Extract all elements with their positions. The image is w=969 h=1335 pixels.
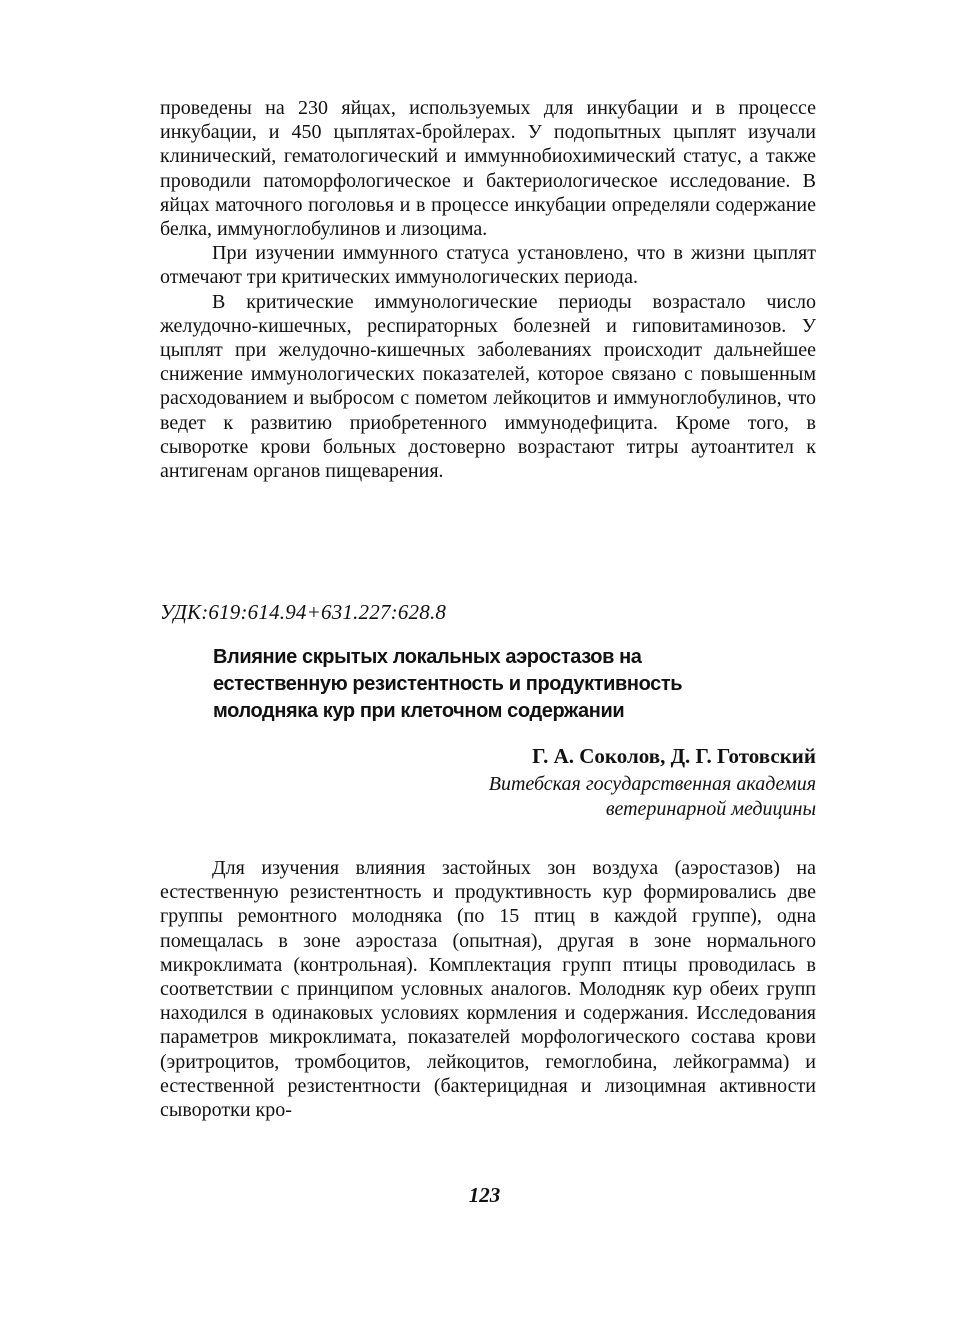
article-title: Влияние скрытых локальных аэростазов на естественную резистентность и продуктивность молодняка кур при клеточном содержании [213, 646, 683, 722]
paragraph-continued: проведены на 230 яйцах, используемых для инкубации и в процессе инкубации, и 450 цыплятах-бройлерах. У подопытных цыплят изучали клинический, гематологический и иммуннобиохимический статус, а также проводили патоморфологическое и бактериологическое исследование. В яйцах маточного поголовья и в процессе инкубации определяли содержание белка, иммуноглобулинов и лизоцима. [160, 97, 816, 241]
udk-code: УДК:619:614.94+631.227:628.8 [160, 600, 447, 624]
page-number: 123 [468, 1183, 501, 1207]
author-affiliation: Витебская государственная академия ветеринарной медицины [488, 773, 816, 820]
article-body [160, 856, 816, 1122]
paragraph-critical-periods: В критические иммунологические периоды возрастало число желудочно-кишечных, респираторных болезней и гиповитаминозов. У цыплят при желудочно-кишечных заболеваниях происходит дальнейшее снижение иммунологических показателей, которое связано с повышенным расходованием и выбросом с пометом лейкоцитов и иммуноглобулинов, что ведет к развитию приобретенного иммунодефицита. Кроме того, в сыворотке крови больных достоверно возрастают титры аутоантител к антигенам органов пищеварения. [160, 290, 816, 483]
article-body-paragraph: Для изучения влияния застойных зон воздуха (аэростазов) на естественную резистентность и продуктивность кур формировались две группы ремонтного молодняка (по 15 птиц в каждой группе), одна помещалась в зоне аэростаза (опытная), другая в зоне нормального микроклимата (контрольная). Комплектация групп птицы проводилась в соответствии с принципом условных аналогов. Молодняк кур обеих групп находился в одинаковых условиях кормления и содержания. Исследования параметров микроклимата, показателей морфологического состава крови (эритроцитов, тромбоцитов, лейкоцитов, гемоглобина, лейкограмма) и естественной резистентности (бактерицидная и лизоцимная активности сыворотки кро- [160, 857, 816, 1122]
paragraph-immune-status: При изучении иммунного статуса установлено, что в жизни цыплят отмечают три критических иммунологических периода. [160, 242, 816, 289]
article-authors: Г. А. Соколов, Д. Г. Готовский [532, 744, 816, 768]
previous-article-text [160, 96, 816, 483]
